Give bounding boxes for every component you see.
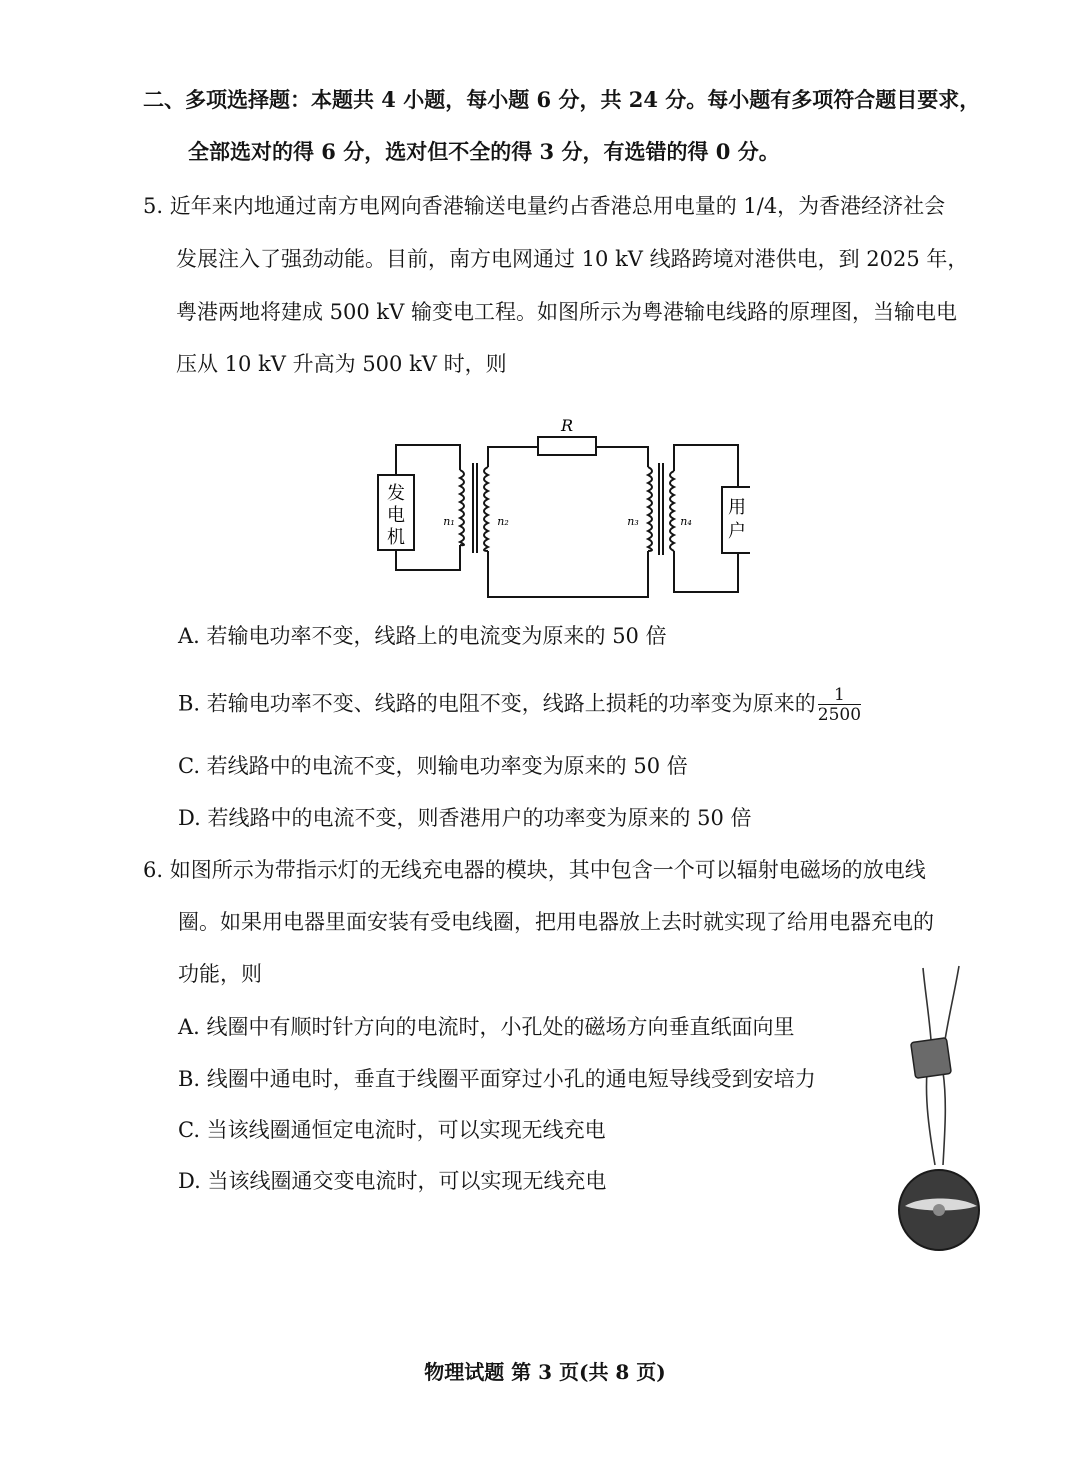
q6-option-c: C. 当该线圈通恒定电流时，可以实现无线充电 (178, 1118, 606, 1142)
n3-label: n₃ (627, 515, 639, 528)
q5-option-b (178, 686, 861, 724)
coil-n1 (460, 470, 464, 545)
coil-n2 (484, 467, 488, 551)
section-instructions: 全部选对的得 6 分，选对但不全的得 3 分，有选错的得 0 分。 (188, 139, 780, 164)
line-bottom (488, 551, 648, 597)
page-footer: 物理试题 第 3 页(共 8 页) (424, 1360, 666, 1384)
q5-option-b-fraction (818, 686, 861, 724)
n4-label: n₄ (680, 515, 692, 528)
coil-center-hole (933, 1204, 945, 1216)
section-heading: 二、多项选择题：本题共 4 小题，每小题 6 分，共 24 分。每小题有多项符合题目要求， (143, 87, 981, 112)
q6-stem-line-1: 6. 如图所示为带指示灯的无线充电器的模块，其中包含一个可以辐射电磁场的放电线 (143, 858, 926, 882)
q6-stem-line-3: 功能，则 (178, 962, 262, 986)
generator-wire-bottom (396, 545, 460, 570)
wire-right-top (945, 966, 959, 1040)
q6-option-d: D. 当该线圈通交变电流时，可以实现无线充电 (178, 1169, 607, 1193)
n2-label: n₂ (497, 515, 509, 528)
q6-option-a: A. 线圈中有顺时针方向的电流时，小孔处的磁场方向垂直纸面向里 (178, 1015, 795, 1039)
wire-right-bottom (943, 1072, 945, 1165)
generator-wire-top (396, 445, 460, 475)
wire-left-top (923, 968, 931, 1040)
q5-option-d: D. 若线路中的电流不变，则香港用户的功率变为原来的 50 倍 (178, 806, 752, 830)
coil-n4 (670, 471, 674, 551)
fraction-numerator: 1 (834, 685, 845, 705)
q5-option-a: A. 若输电功率不变，线路上的电流变为原来的 50 倍 (178, 624, 667, 648)
transmission-circuit-diagram (370, 405, 750, 605)
coil-n3 (648, 467, 652, 551)
q5-stem-line-2: 发展注入了强劲动能。目前，南方电网通过 10 kV 线路跨境对港供电，到 2025 年， (176, 247, 969, 271)
generator-label-3: 机 (387, 527, 405, 548)
q5-option-c: C. 若线路中的电流不变，则输电功率变为原来的 50 倍 (178, 754, 688, 778)
wire-left-bottom (926, 1072, 935, 1165)
user-label-2: 户 (728, 521, 746, 542)
user-wire-bottom (674, 551, 738, 592)
resistor-r (538, 437, 596, 455)
user-label-1: 用 (728, 497, 746, 518)
q5-stem-line-3: 粤港两地将建成 500 kV 输变电工程。如图所示为粤港输电线路的原理图，当输电电 (176, 300, 957, 324)
user-wire-top (674, 445, 738, 487)
wireless-charger-photo (885, 960, 995, 1260)
n1-label: n₁ (443, 515, 455, 528)
q5-stem-line-1: 5. 近年来内地通过南方电网向香港输送电量约占香港总用电量的 1/4，为香港经济社会 (143, 194, 946, 218)
q6-option-b: B. 线圈中通电时，垂直于线圈平面穿过小孔的通电短导线受到安培力 (178, 1067, 816, 1091)
fraction-denominator: 2500 (817, 705, 862, 725)
generator-label-2: 电 (387, 505, 405, 526)
generator-label-1: 发 (387, 483, 405, 504)
q5-option-b-text: B. 若输电功率不变、线路的电阻不变，线路上损耗的功率变为原来的 (178, 691, 816, 716)
q5-stem-line-4: 压从 10 kV 升高为 500 kV 时，则 (176, 352, 507, 376)
indicator-board (911, 1038, 952, 1079)
line-top-right (596, 447, 648, 467)
line-top-left (488, 447, 538, 467)
resistor-label: R (560, 416, 574, 435)
q6-stem-line-2: 圈。如果用电器里面安装有受电线圈，把用电器放上去时就实现了给用电器充电的 (178, 910, 934, 934)
